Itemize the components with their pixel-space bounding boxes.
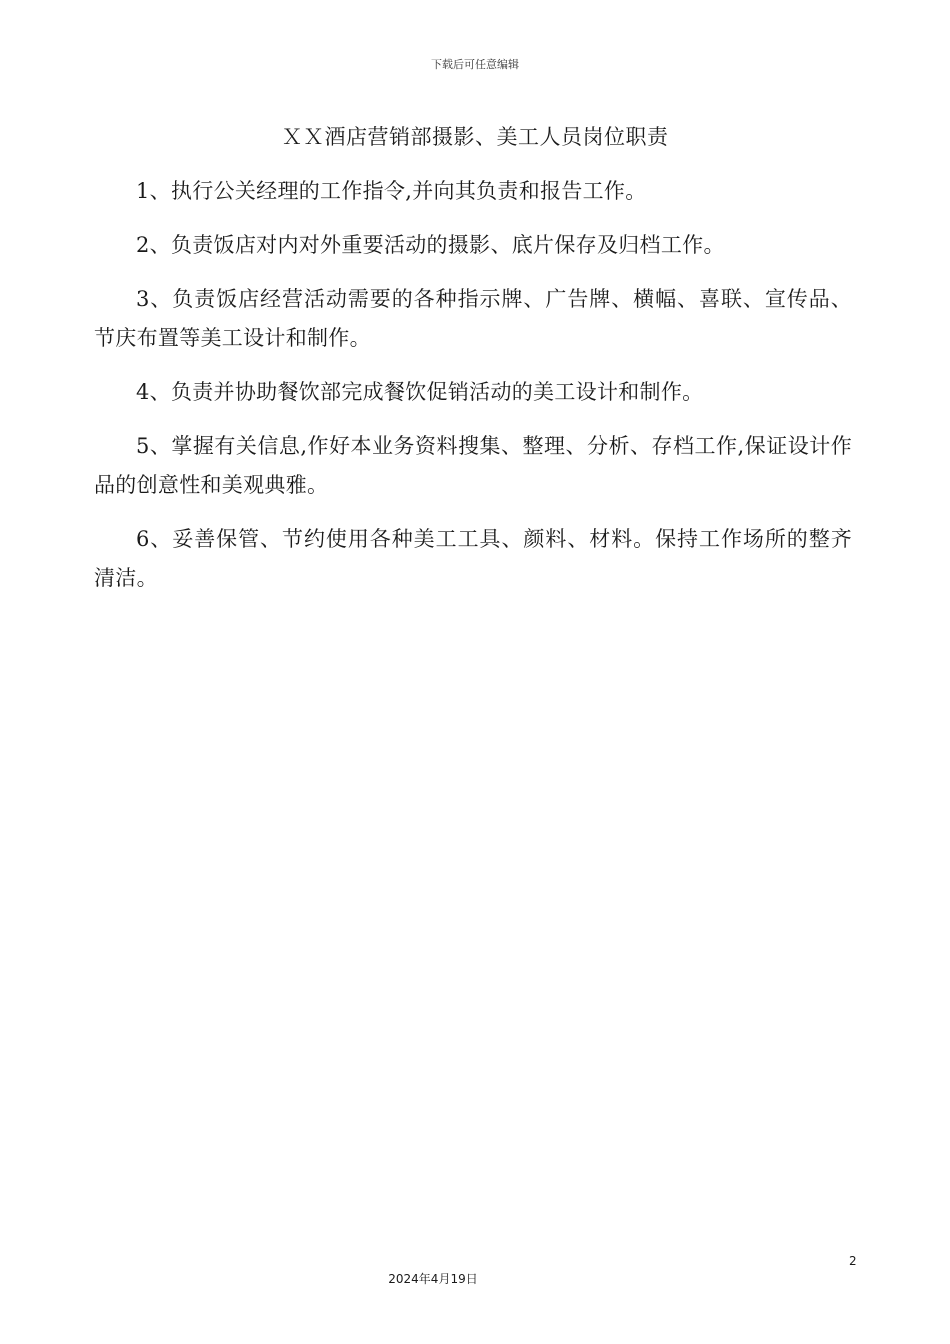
duty-item-5: 5、掌握有关信息,作好本业务资料搜集、整理、分析、存档工作,保证设计作品的创意性和美观典雅。	[94, 434, 852, 497]
duty-item-1: 1、执行公关经理的工作指令,并向其负责和报告工作。	[136, 179, 647, 203]
duty-item-6: 6、妥善保管、节约使用各种美工工具、颜料、材料。保持工作场所的整齐清洁。	[94, 527, 852, 590]
document-body	[94, 172, 852, 613]
header-note: 下载后可任意编辑	[431, 58, 519, 71]
duty-item-3: 3、负责饭店经营活动需要的各种指示牌、广告牌、横幅、喜联、宣传品、节庆布置等美工设计和制作。	[94, 287, 852, 350]
duty-item-4: 4、负责并协助餐饮部完成餐饮促销活动的美工设计和制作。	[136, 380, 704, 404]
duty-item-2: 2、负责饭店对内对外重要活动的摄影、底片保存及归档工作。	[136, 233, 725, 257]
page-number: 2	[849, 1254, 857, 1268]
document-title: ＸＸ酒店营销部摄影、美工人员岗位职责	[281, 125, 669, 149]
footer-date: 2024年4月19日	[388, 1272, 478, 1286]
